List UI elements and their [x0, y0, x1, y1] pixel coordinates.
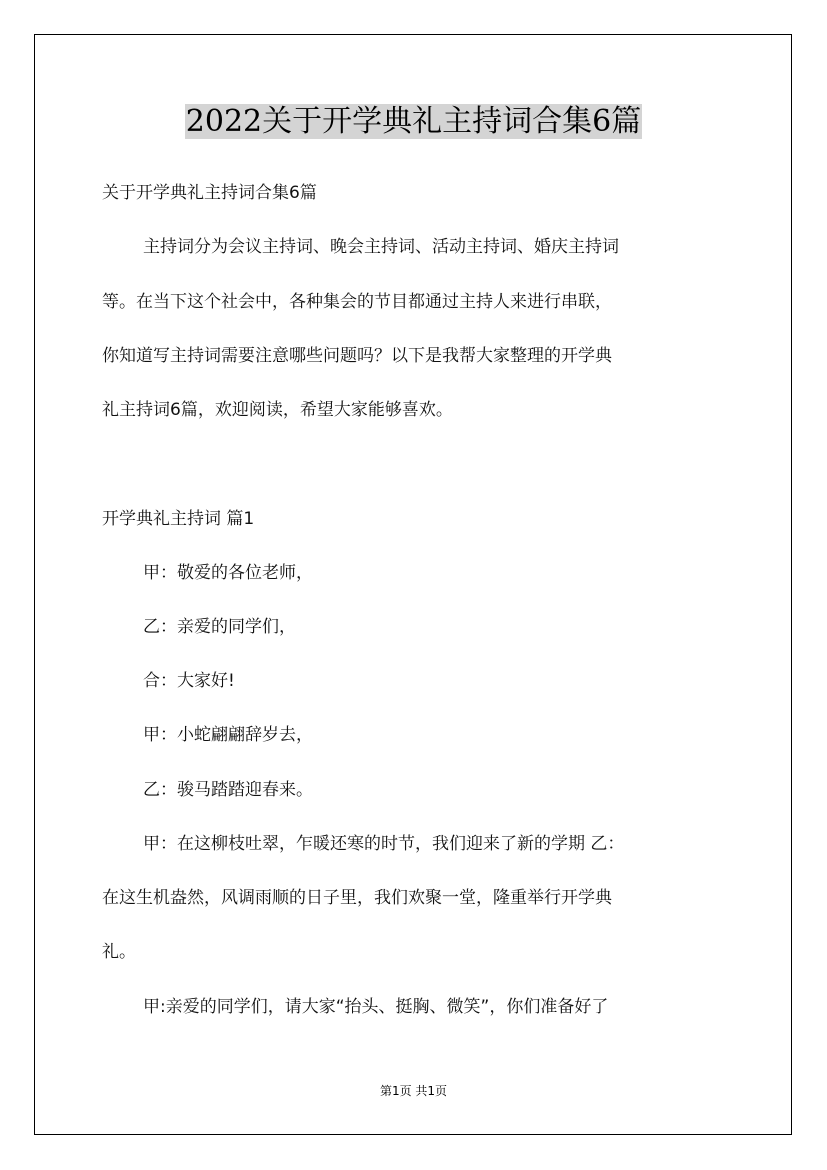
dialogue-line-1: 甲：敬爱的各位老师， [143, 563, 313, 583]
intro-line-3: 你知道写主持词需要注意哪些问题吗？以下是我帮大家整理的开学典 [102, 346, 612, 366]
dialogue-line-3: 合：大家好! [143, 671, 235, 691]
dialogue-line-5: 乙：骏马踏踏迎春来。 [143, 780, 313, 800]
para-line-3: 礼。 [102, 942, 136, 962]
page-footer: 第1页 共1页 [379, 1084, 448, 1098]
dialogue-line-2: 乙：亲爱的同学们， [143, 617, 296, 637]
intro-line-1: 主持词分为会议主持词、晚会主持词、活动主持词、婚庆主持词 [143, 237, 619, 257]
subtitle: 关于开学典礼主持词合集6篇 [102, 183, 317, 203]
section-heading: 开学典礼主持词 篇1 [102, 509, 255, 529]
para-line-1: 甲：在这柳枝吐翠，乍暖还寒的时节，我们迎来了新的学期 乙： [143, 834, 625, 854]
document-title: 2022关于开学典礼主持词合集6篇 [185, 104, 642, 139]
last-line: 甲:亲爱的同学们，请大家“抬头、挺胸、微笑”，你们准备好了 [143, 997, 609, 1017]
intro-line-4: 礼主持词6篇，欢迎阅读，希望大家能够喜欢。 [102, 400, 453, 420]
dialogue-line-4: 甲：小蛇翩翩辞岁去， [143, 725, 313, 745]
intro-line-2: 等。在当下这个社会中，各种集会的节目都通过主持人来进行串联， [102, 292, 612, 312]
para-line-2: 在这生机盎然，风调雨顺的日子里，我们欢聚一堂，隆重举行开学典 [102, 888, 612, 908]
